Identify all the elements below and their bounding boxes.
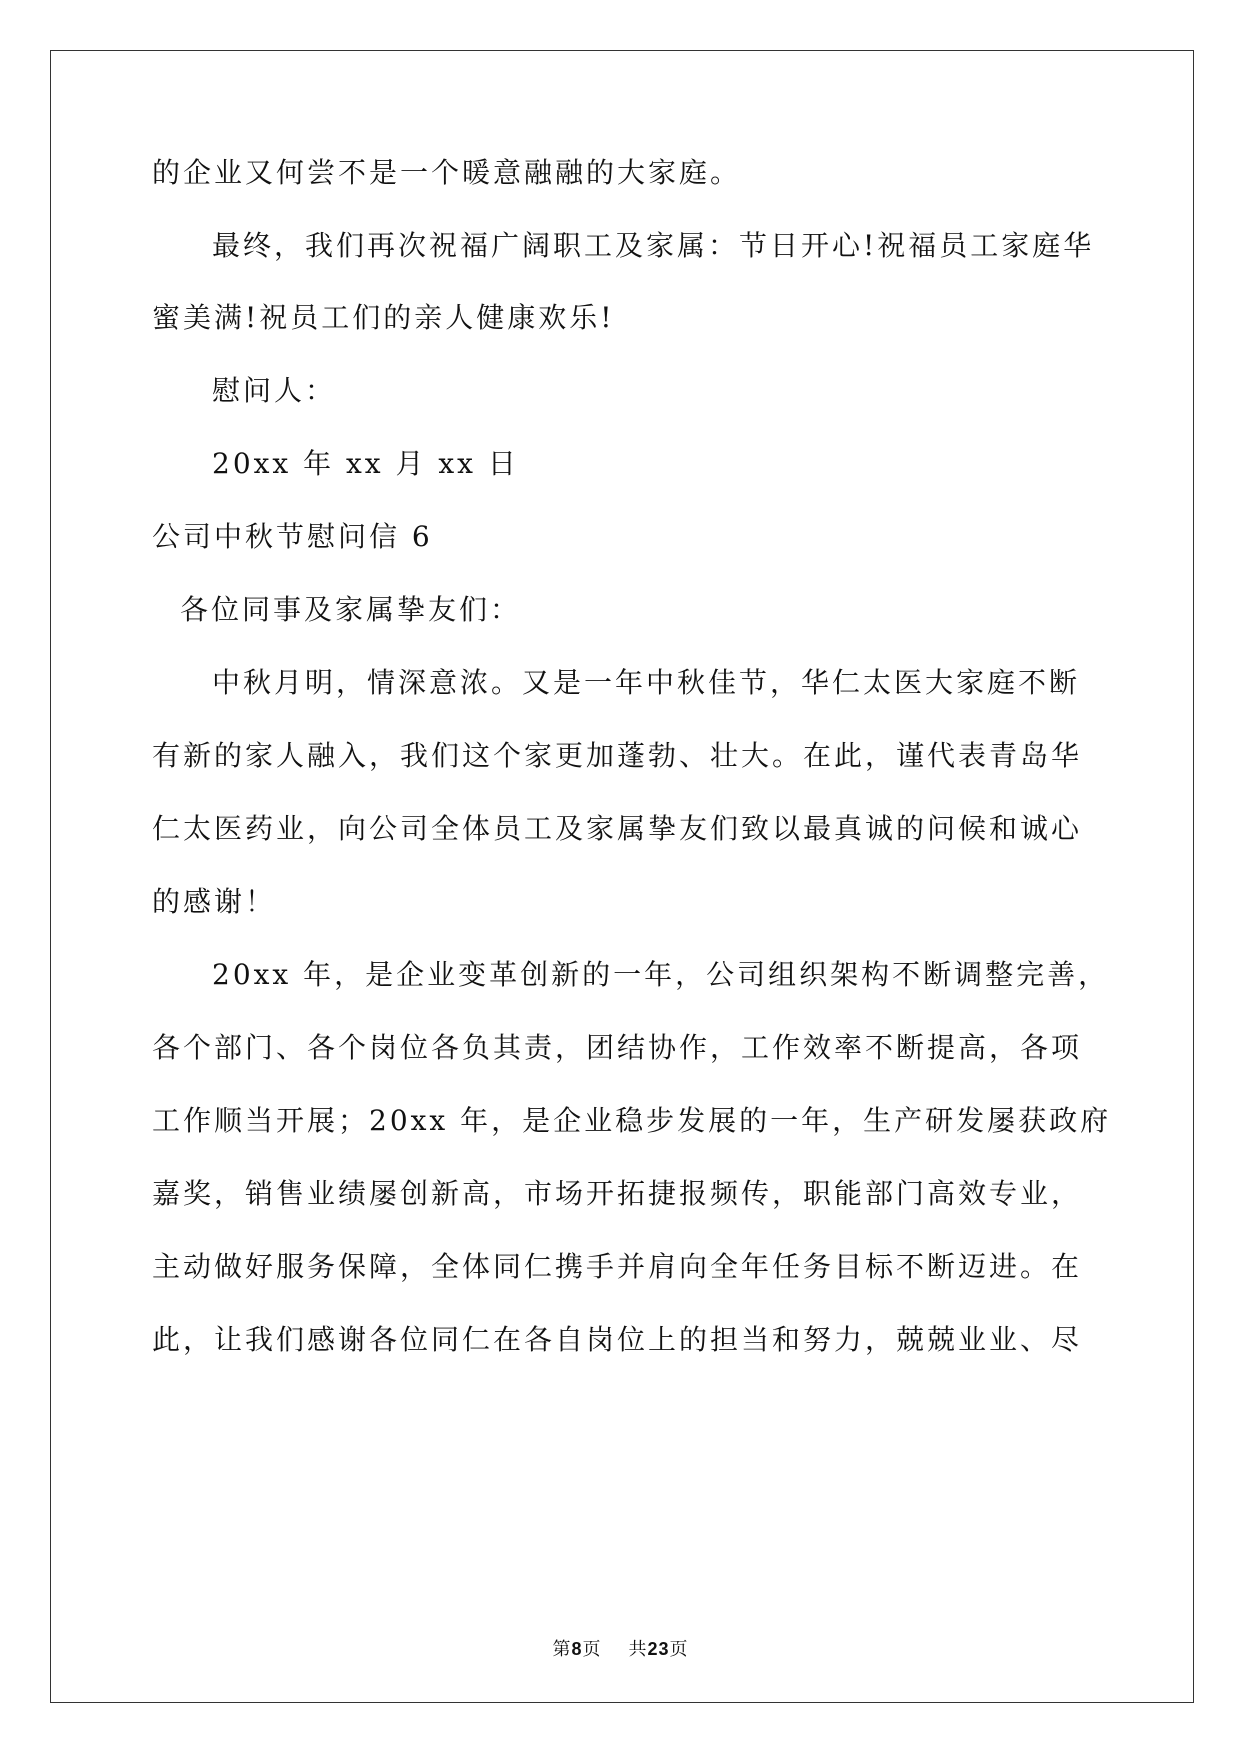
text-line-8: 中秋月明，情深意浓。又是一年中秋佳节，华仁太医大家庭不断 — [212, 666, 1081, 699]
page-suffix: 页 — [582, 1639, 602, 1660]
text-line-16: 主动做好服务保障，全体同仁携手并肩向全年任务目标不断迈进。在 — [152, 1250, 1083, 1283]
text-line-15: 嘉奖，销售业绩屡创新高，市场开拓捷报频传，职能部门高效专业， — [152, 1177, 1083, 1210]
text-line-5: 20xx 年 xx 月 xx 日 — [212, 447, 519, 480]
total-suffix: 页 — [669, 1639, 689, 1660]
text-line-13: 各个部门、各个岗位各负其责，团结协作，工作效率不断提高，各项 — [152, 1031, 1083, 1064]
text-line-12: 20xx 年，是企业变革创新的一年，公司组织架构不断调整完善， — [212, 958, 1110, 991]
salutation: 各位同事及家属挚友们： — [180, 593, 522, 626]
text-line-14: 工作顺当开展；20xx 年，是企业稳步发展的一年，生产研发屡获政府 — [152, 1104, 1112, 1137]
text-line-17: 此，让我们感谢各位同仁在各自岗位上的担当和努力，兢兢业业、尽 — [152, 1323, 1083, 1356]
page-footer — [0, 1637, 1241, 1662]
text-line-4: 慰问人： — [212, 374, 337, 407]
page-number: 8 — [571, 1639, 583, 1659]
text-line-11: 的感谢！ — [152, 885, 277, 918]
text-line-1: 的企业又何尝不是一个暖意融融的大家庭。 — [152, 156, 742, 189]
page-prefix: 第 — [552, 1639, 572, 1660]
text-line-2: 最终，我们再次祝福广阔职工及家属：节日开心!祝福员工家庭华 — [212, 229, 1095, 262]
total-prefix: 共 — [628, 1639, 648, 1660]
section-heading: 公司中秋节慰问信 6 — [152, 520, 433, 553]
total-pages: 23 — [647, 1639, 670, 1659]
text-line-10: 仁太医药业，向公司全体员工及家属挚友们致以最真诚的问候和诚心 — [152, 812, 1083, 845]
text-line-3: 蜜美满!祝员工们的亲人健康欢乐! — [152, 301, 615, 334]
text-line-9: 有新的家人融入，我们这个家更加蓬勃、壮大。在此，谨代表青岛华 — [152, 739, 1083, 772]
